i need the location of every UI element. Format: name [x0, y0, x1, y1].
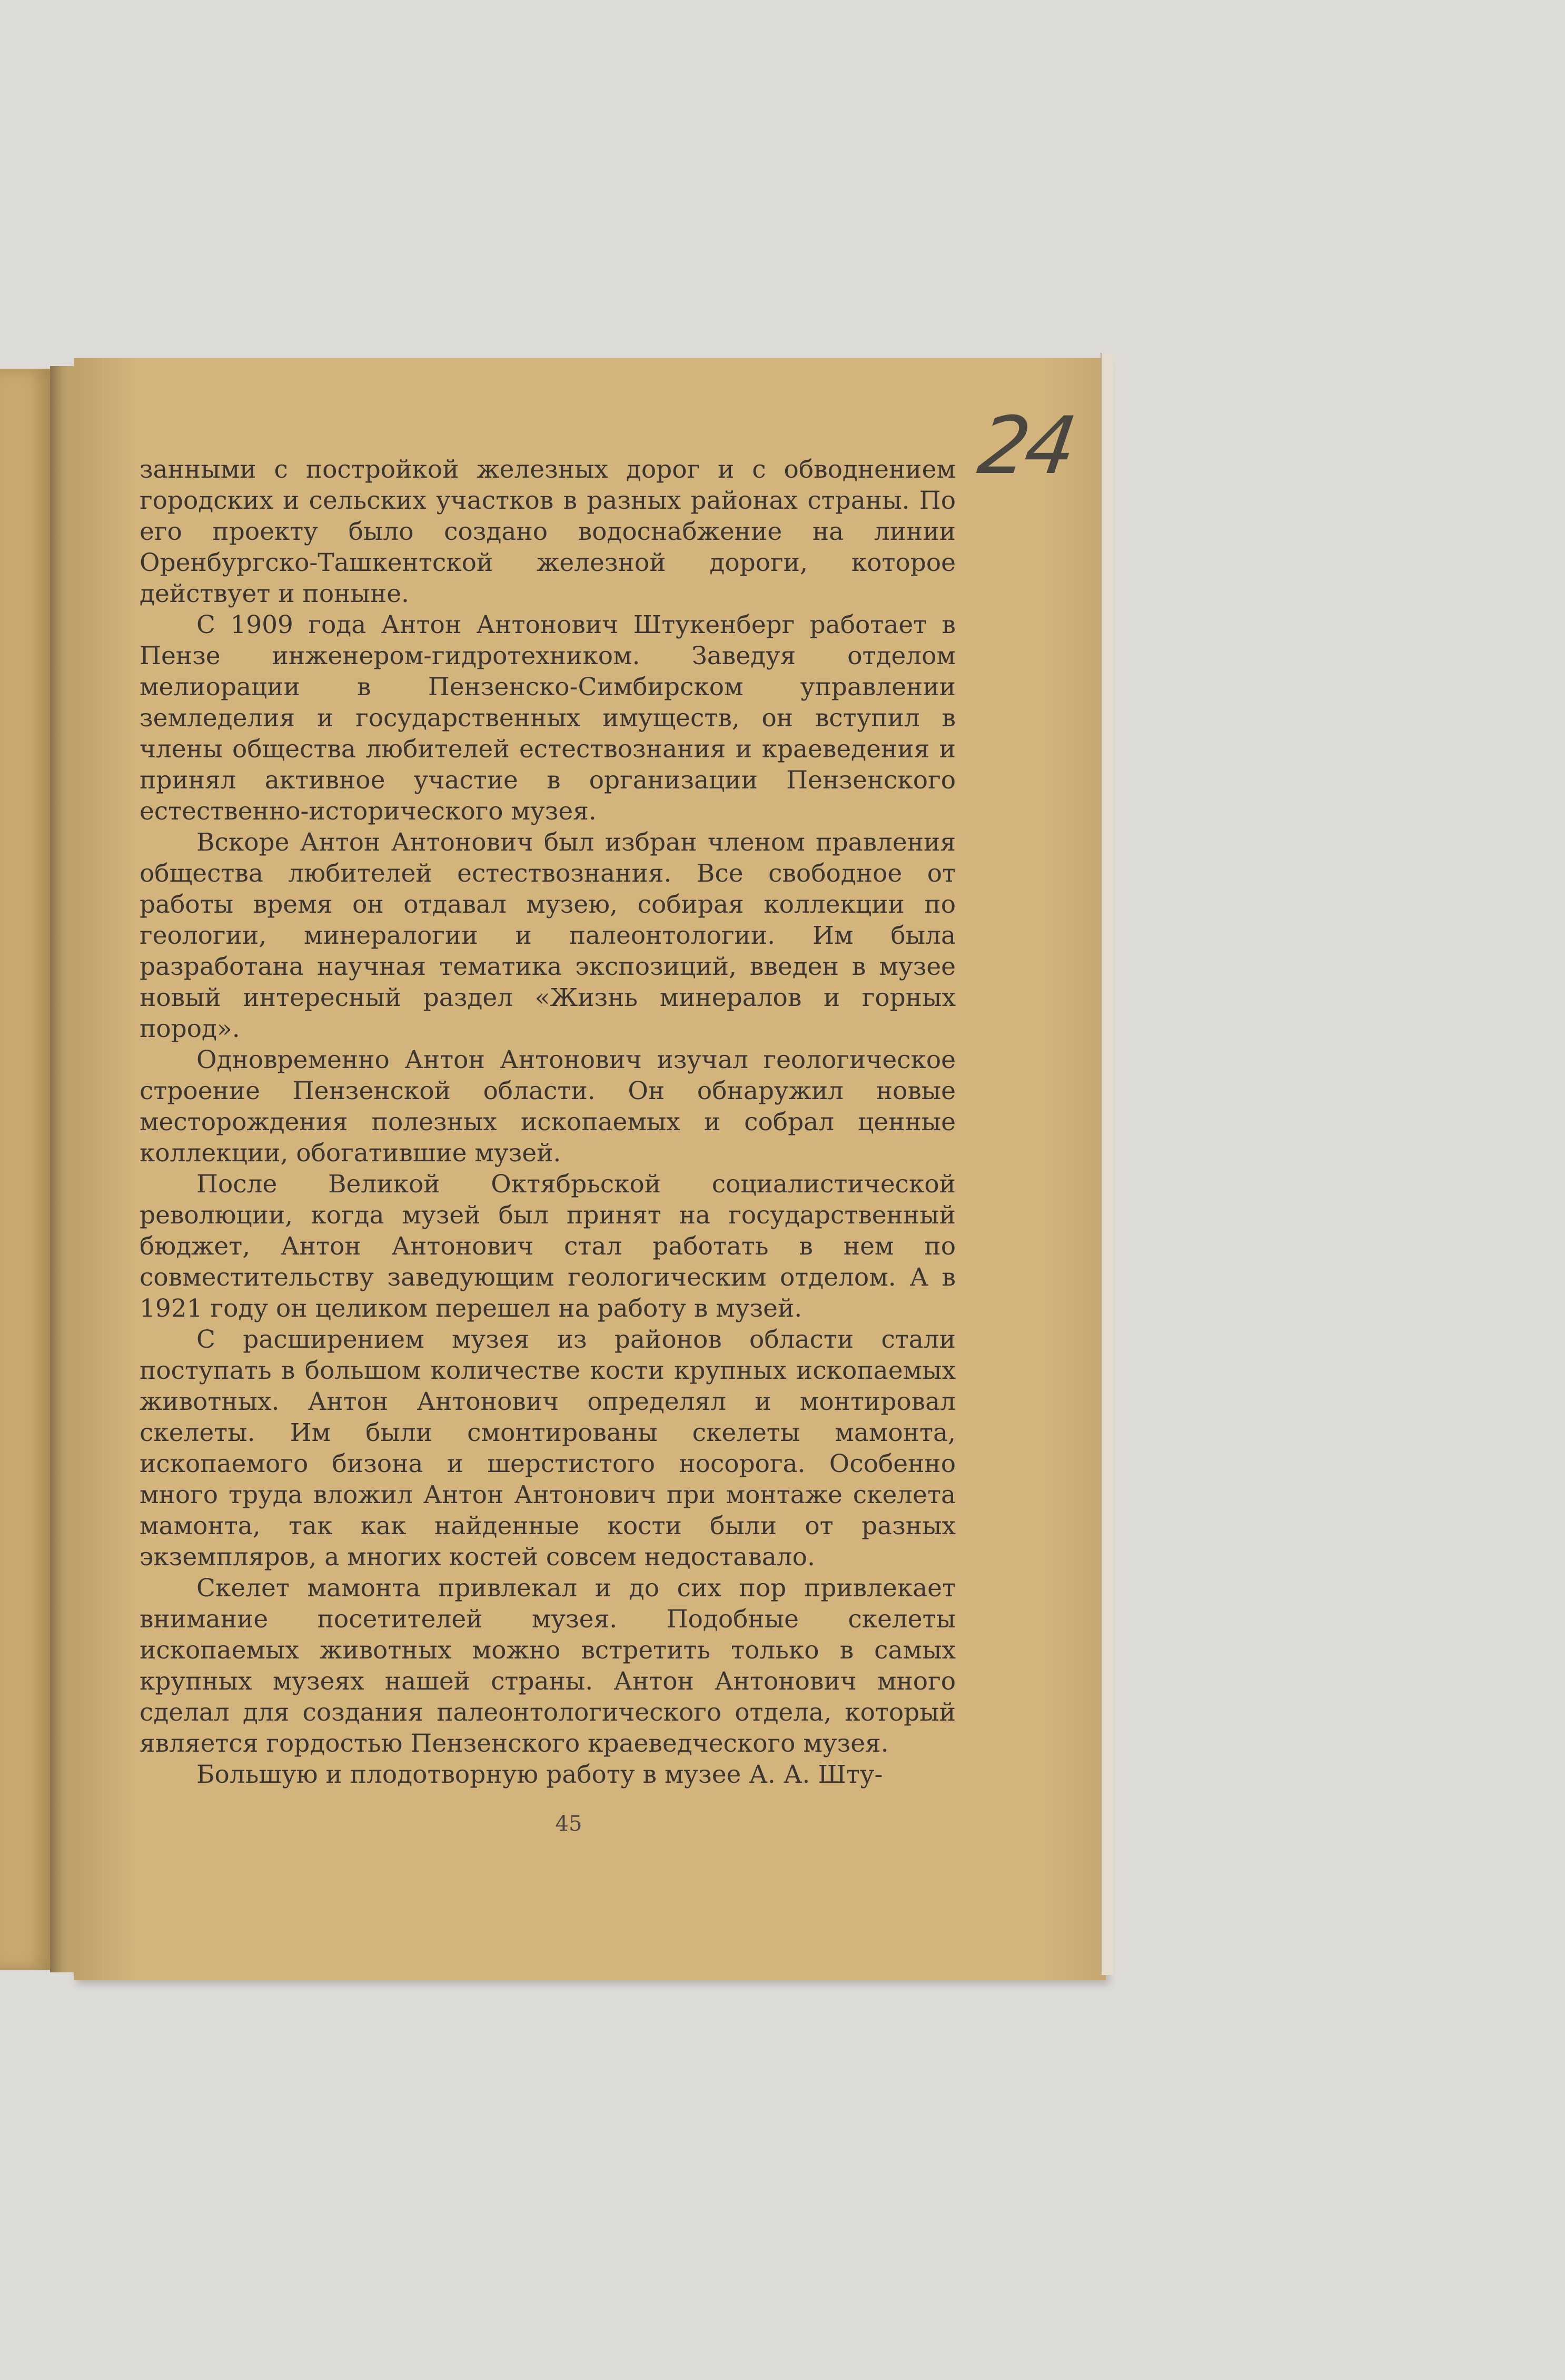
- left-page-edge: [0, 369, 52, 1970]
- paragraph-7: Скелет мамонта привлекал и до сих пор привлекает внимание посетителей музея. Подобные скелеты ископаемых животных можно встретить только в самых крупных музеях нашей страны. Антон Антонович много сделал для создания палеонтологического отдела, который является гордостью Пензенского краеведческого музея.: [140, 1574, 956, 1758]
- page-stack-edge: [1101, 353, 1113, 1975]
- page-number: 45: [555, 1812, 582, 1836]
- page-body-text: [140, 454, 956, 1790]
- paragraph-2: С 1909 года Антон Антонович Штукенберг работает в Пензе инженером-гидротехником. Заведуя отделом мелиорации в Пензенско-Симбирском управлении земледелия и государственных имуществ, он вступил в члены общества любителей естествознания и краеведения и принял активное участие в организации Пензенского естественно-исторического музея.: [140, 610, 956, 826]
- paragraph-5: После Великой Октябрьской социалистической революции, когда музей был принят на государственный бюджет, Антон Антонович стал работать в нем по совместительству заведующим геологическим отделом. А в 1921 году он целиком перешел на работу в музей.: [140, 1170, 956, 1323]
- paragraph-3: Вскоре Антон Антонович был избран членом правления общества любителей естествознания. Все свободное от работы время он отдавал музею, собирая коллекции по геологии, минералогии и палеонтологии. Им была разработана научная тематика экспозиций, введен в музее новый интересный раздел «Жизнь минералов и горных пород».: [140, 828, 956, 1043]
- paragraph-1: занными с постройкой железных дорог и с обводнением городских и сельских участков в разных районах страны. По его проекту было создано водоснабжение на линии Оренбургско-Ташкентской железной дороги, которое действует и поныне.: [140, 455, 956, 608]
- paragraph-6: С расширением музея из районов области стали поступать в большом количестве кости крупных ископаемых животных. Антон Антонович определял и монтировал скелеты. Им были смонтированы скелеты мамонта, ископаемого бизона и шерстистого носорога. Особенно много труда вложил Антон Антонович при монтаже скелета мамонта, так как найденные кости были от разных экземпляров, а многих костей совсем недоставало.: [140, 1325, 956, 1572]
- paragraph-8: Большую и плодотворную работу в музее А. А. Шту-: [196, 1760, 883, 1789]
- handwritten-folio-number: 24: [973, 400, 1078, 492]
- paragraph-4: Одновременно Антон Антонович изучал геологическое строение Пензенской области. Он обнаружил новые месторождения полезных ископаемых и собрал ценные коллекции, обогатившие музей.: [140, 1045, 956, 1168]
